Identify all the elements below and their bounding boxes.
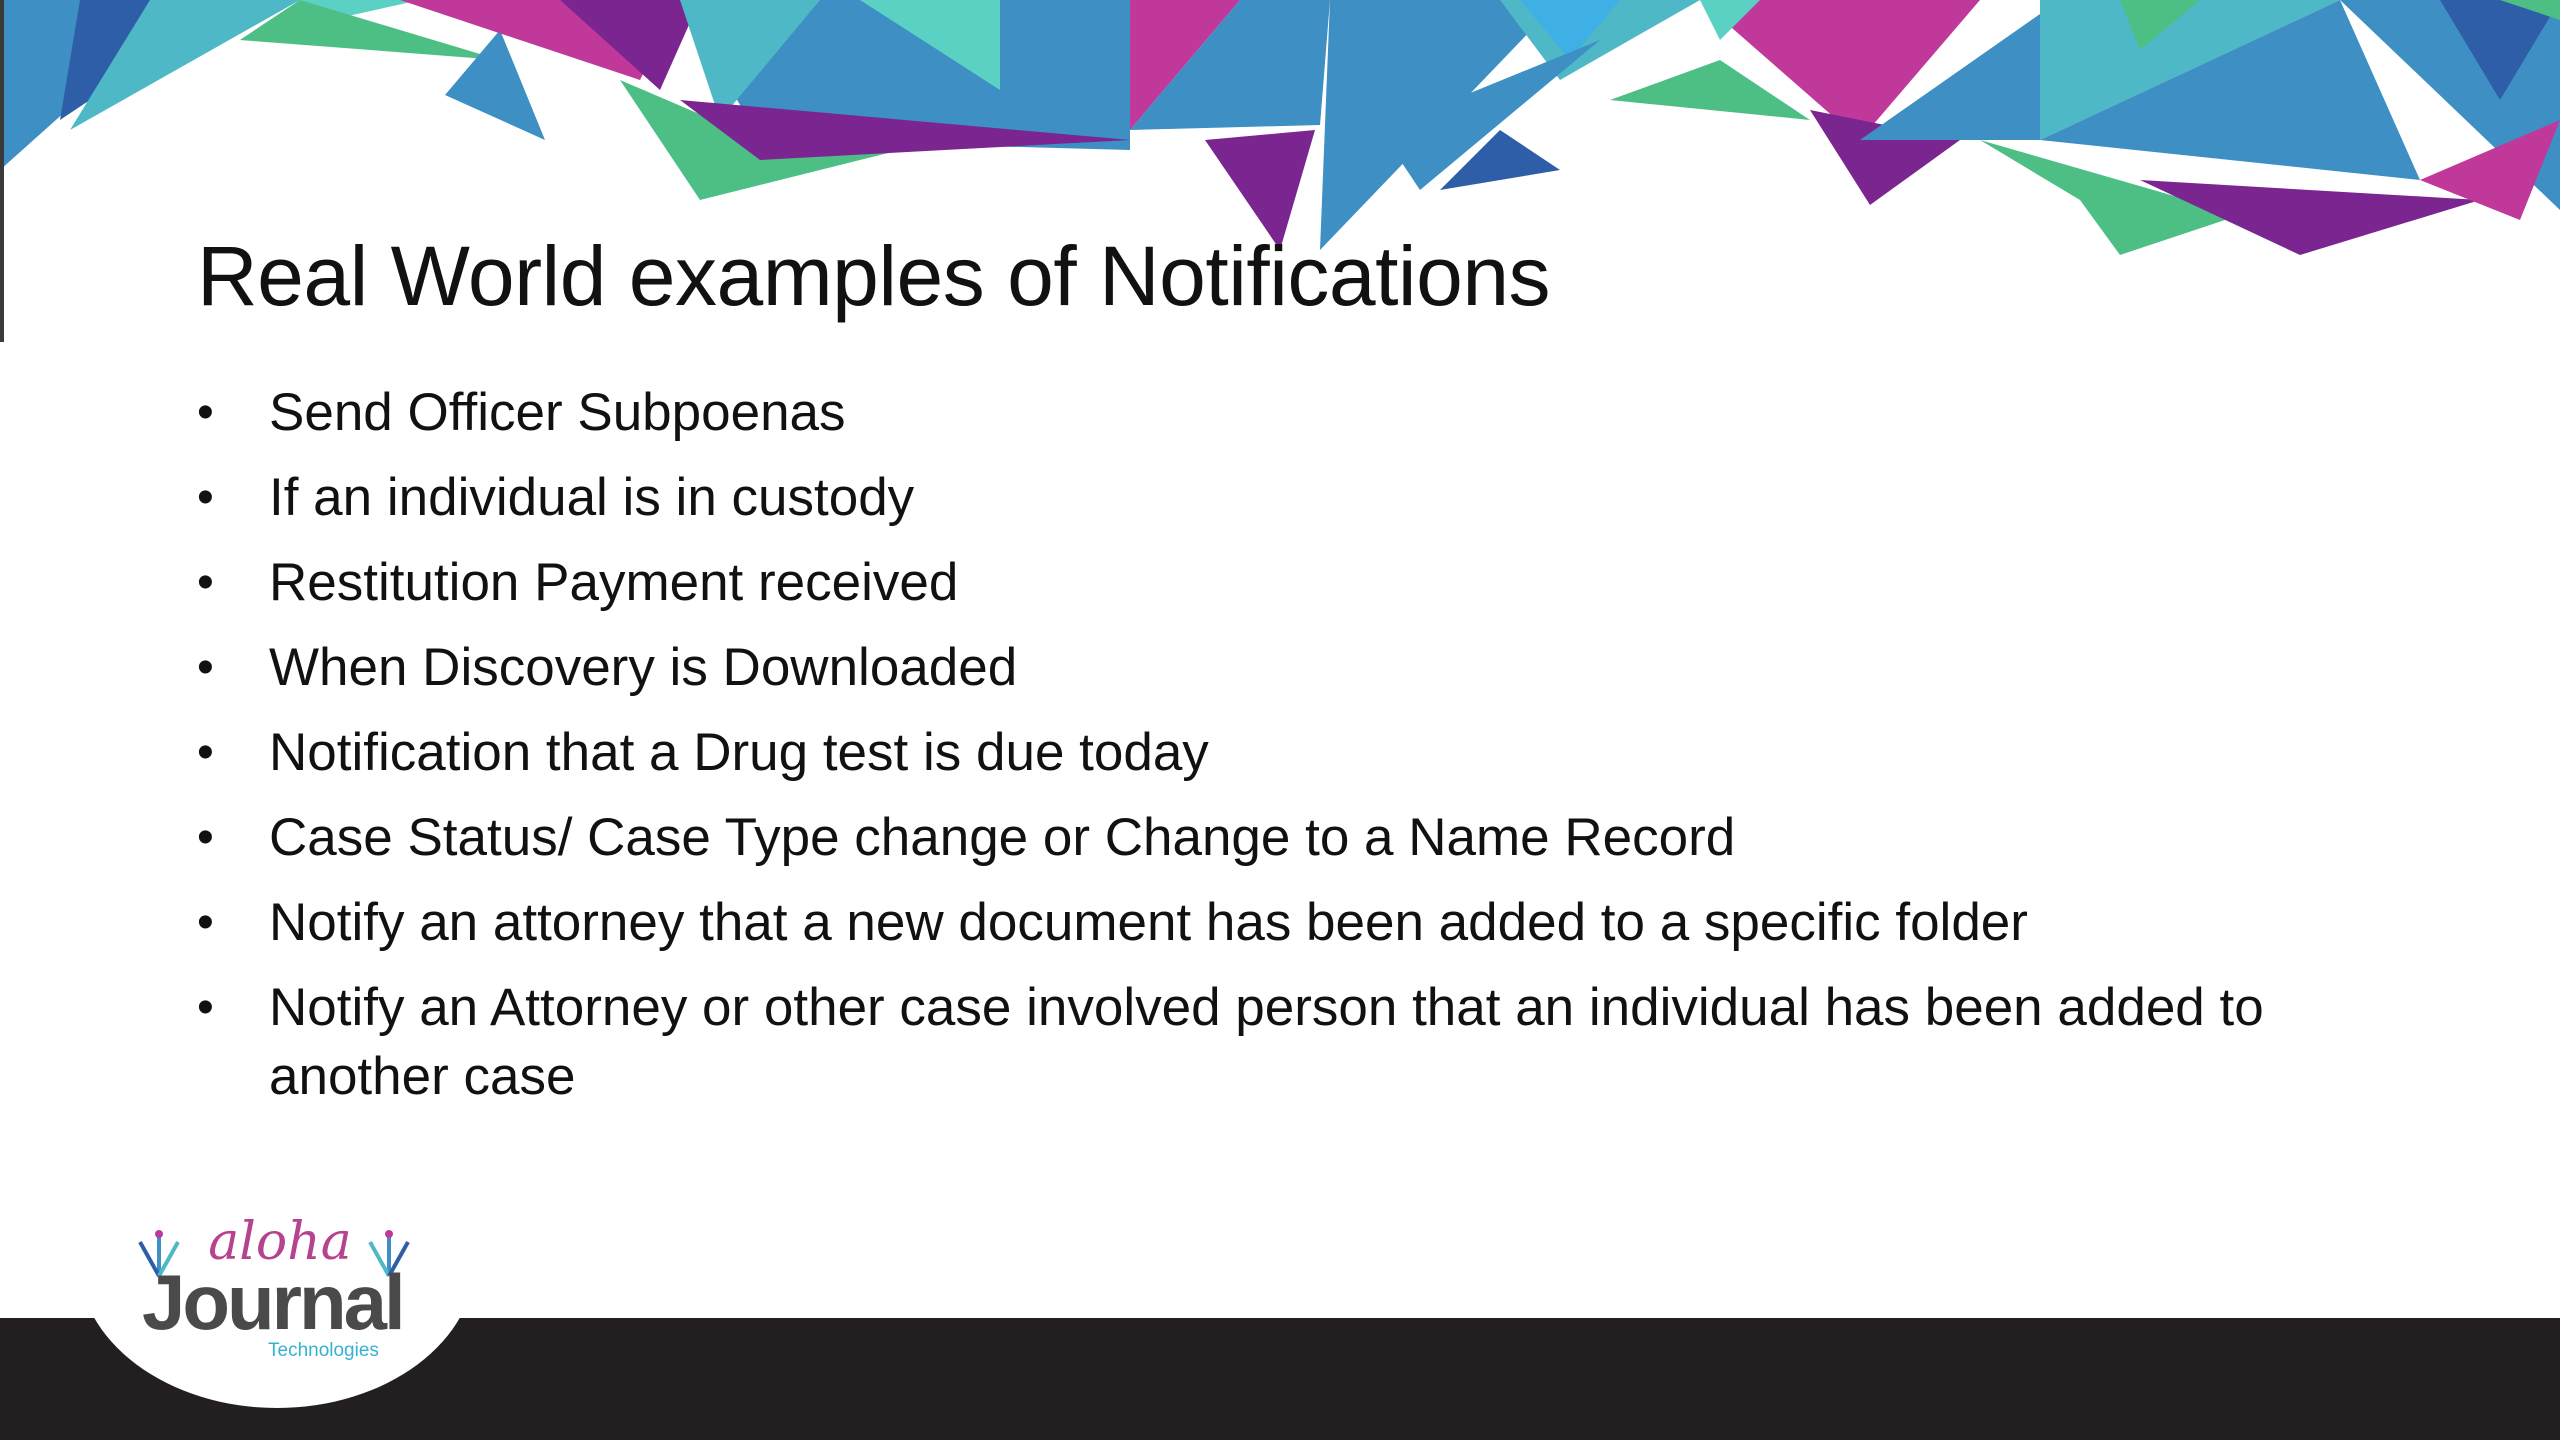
bullet-dot: • — [197, 896, 214, 949]
bullet-text: Send Officer Subpoenas — [269, 383, 846, 442]
bullet-item — [197, 888, 2377, 957]
bullet-list — [197, 378, 2377, 1127]
bullet-item — [197, 463, 2377, 532]
bullet-dot: • — [197, 556, 214, 609]
bullet-dot: • — [197, 811, 214, 864]
bullet-dot: • — [197, 726, 214, 779]
logo-wordmark: Journal — [142, 1258, 403, 1346]
bullet-dot: • — [197, 386, 214, 439]
bullet-item — [197, 378, 2377, 447]
bullet-dot: • — [197, 981, 214, 1034]
bullet-text: Notify an Attorney or other case involved person that an individual has been added to another case — [269, 978, 2264, 1106]
aloha-journal-logo — [128, 1210, 428, 1370]
bullet-item — [197, 548, 2377, 617]
bullet-text: Notification that a Drug test is due today — [269, 723, 1209, 782]
bullet-text: When Discovery is Downloaded — [269, 638, 1018, 697]
bullet-item — [197, 633, 2377, 702]
bullet-item — [197, 718, 2377, 787]
bullet-dot: • — [197, 471, 214, 524]
slide-title: Real World examples of Notifications — [197, 229, 1551, 323]
bullet-text: If an individual is in custody — [269, 468, 915, 527]
bullet-dot: • — [197, 641, 214, 694]
bullet-item — [197, 803, 2377, 872]
bullet-text: Case Status/ Case Type change or Change to a Name Record — [269, 808, 1736, 867]
bullet-text: Notify an attorney that a new document has been added to a specific folder — [269, 893, 2028, 952]
logo-script-text: aloha — [208, 1212, 352, 1272]
bullet-text: Restitution Payment received — [269, 553, 959, 612]
logo-subtitle: Technologies — [268, 1340, 379, 1361]
bullet-item — [197, 973, 2377, 1111]
left-edge-line — [0, 0, 4, 342]
